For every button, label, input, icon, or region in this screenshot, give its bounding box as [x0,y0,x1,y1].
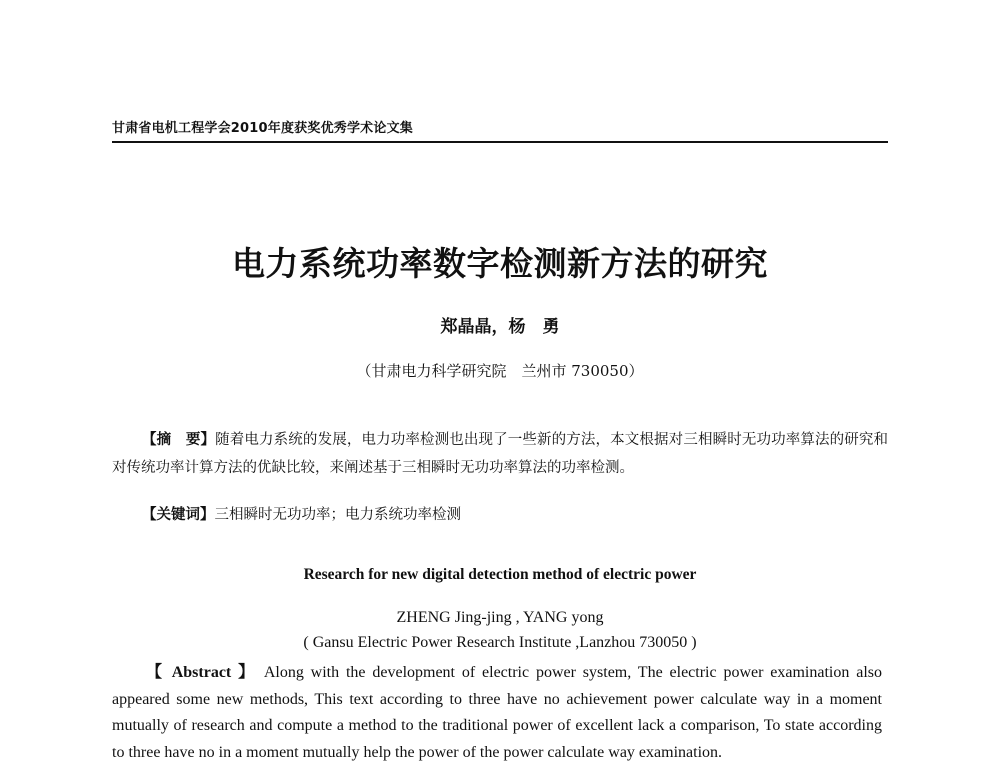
abstract-en-text: Along with the development of electric power system, The electric power examination also appeared some new methods, This text according to three have no achievement power calculate way in a moment mutually of research and compute a method to the traditional power of excellent lack a comparison, To state according to three have no in a moment mutually help the power of the power calculate way examination. [112,664,882,761]
running-header: 甘肃省电机工程学会2010年度获奖优秀学术论文集 [112,121,413,136]
authors-en: ZHENG Jing-jing , YANG yong [396,609,604,626]
keywords-zh-label: 【关键词】 [142,507,215,523]
abstract-zh-label: 【摘 要】 [142,432,216,448]
abstract-zh-text: 随着电力系统的发展，电力功率检测也出现了一些新的方法，本文根据对三相瞬时无功功率算法的研究和对传统功率计算方法的优缺比较，来阐述基于三相瞬时无功功率算法的功率检测。 [112,432,889,476]
paper-title-en: Research for new digital detection method of electric power [303,566,697,583]
affiliation-zh: （甘肃电力科学研究院 兰州市 730050） [356,362,644,380]
abstract-en [112,660,882,766]
keywords-zh [112,503,888,527]
abstract-zh [112,426,888,482]
authors-zh: 郑晶晶，杨 勇 [440,317,560,337]
paper-title-zh: 电力系统功率数字检测新方法的研究 [232,244,768,283]
header-rule [112,141,888,143]
affiliation-en: ( Gansu Electric Power Research Institute ,Lanzhou 730050 ) [303,634,697,651]
keywords-zh-text: 三相瞬时无功功率；电力系统功率检测 [214,507,461,523]
abstract-en-label: 【 Abstract 】 [146,664,257,681]
